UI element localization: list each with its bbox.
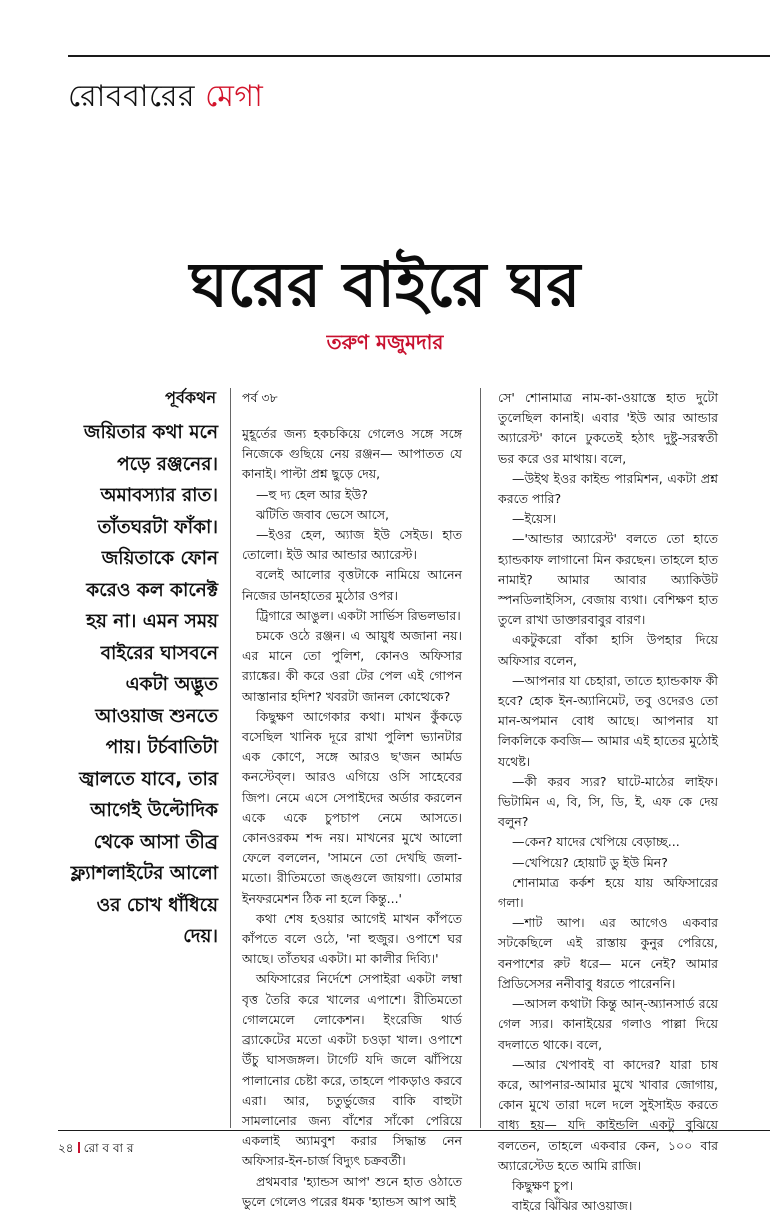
paragraph: একটুকরো বাঁকা হাসি উপহার দিয়ে অফিসার বলেন, — [498, 632, 718, 668]
paragraph: —কী করব স্যর? ঘাটে-মাঠের লাইফ। ভিটামিন এ, বি, সি, ডি, ই, এফ কে দেয় বলুন? — [498, 773, 718, 830]
paragraph: মুহূর্তের জন্য হকচকিয়ে গেলেও সঙ্গে সঙ্গে নিজেকে গুছিয়ে নেয় রঞ্জন— আপাতত যে কানাই। পাল্টা প্রশ্ন ছুড়ে দেয়, — [242, 426, 462, 482]
article-title: ঘরের বাইরে ঘর — [189, 248, 581, 321]
paragraph: ট্রিগারে আঙুল। একটা সার্ভিস রিভলভার। — [256, 607, 461, 623]
paragraph: —আপনার যা চেহারা, তাতে হ্যান্ডকাফ কী হবে? হোক ইন-অ্যানিমেট, তবু ওদেরও তো মান-অপমান বোধ আছে। আপনার যা লিকলিকে কবজি— আমার এই হাতের মুঠোই যথেষ্ট। — [498, 672, 718, 769]
page-footer — [58, 1140, 133, 1156]
paragraph: —ইওর হেল, অ্যাজ ইউ সেইড। হাত তোলো। ইউ আর আন্ডার অ্যারেস্ট। — [242, 527, 462, 563]
paragraph: বলেই আলোর বৃত্তটাকে নামিয়ে আনেন নিজের ডানহাতের মুঠোর ওপর। — [242, 567, 462, 603]
author-byline: তরুণ মজুমদার — [326, 330, 444, 354]
page-number: ২৪ — [58, 1141, 74, 1155]
intro-heading: পূর্বকথন — [165, 388, 216, 407]
footer-rule — [58, 1130, 770, 1131]
paragraph: —'আন্ডার অ্যারেস্ট' বলতে তো হাতে হ্যান্ডকাফ লাগানো মিন করছেন। তাহলে হাত নামাই? আমার আবার অ্যাকিউট স্পনডিলাইসিস, বেজায় ব্যথা। বেশিক্ষণ হাত তুলে রাখা ডাক্তারবাবুর বারণ। — [498, 531, 718, 628]
paragraph: ঝটিতি জবাব ভেসে আসে, — [256, 506, 389, 522]
paragraph: —আসল কথাটা কিন্তু আন্-অ্যানসার্ড রয়ে গেল স্যর। কানাইয়ের গলাও পাল্লা দিয়ে বদলাতে থাকে। বলে, — [498, 996, 718, 1052]
column-divider — [230, 388, 231, 1128]
paragraph: কিছুক্ষণ চুপ। — [512, 1177, 574, 1193]
magazine-name: রো ব বা র — [83, 1141, 134, 1155]
paragraph: বাইরে ঝিঁঝির আওয়াজ। — [512, 1198, 633, 1214]
top-rule — [68, 55, 770, 57]
paragraph: —কেন? যাদের খেপিয়ে বেড়াচ্ছ... — [512, 834, 680, 850]
paragraph: —হু দ্য হেল আর ইউ? — [256, 486, 368, 502]
paragraph: —উইথ ইওর কাইন্ড পারমিশন, একটা প্রশ্ন করতে পারি? — [498, 470, 718, 507]
paragraph: —শাট আপ। এর আগেও একবার সটকেছিলে এই রাস্তায় কুনুর পেরিয়ে, বনপাশের রুট ধরে— মনে নেই? আমার প্রিডিসেসর ননীবাবু ধরতে পারেননি। — [498, 915, 718, 991]
paragraph: কিছুক্ষণ আগেকার কথা। মাখন কুঁকড়ে বসেছিল খানিক দূরে রাখা পুলিশ ভ্যানটার এক কোণে, সঙ্গে আরও ছ'জন আর্মড কনস্টেব্‌ল। আরও এগিয়ে ওসি সাহেবের জিপ। নেমে এসে সেপাইদের অর্ডার করলেন একে একে চুপচাপ নেমে আসতে। কোনওরকম শব্দ নয়। মাখনের মুখে আলো ফেলে বললেন, 'সামনে তো দেখছি জলা-মতো। রীতিমতো জঙ্গুলে জায়গা। তোমার ইনফরমেশন ঠিক না হলে কিন্তু...' — [242, 708, 462, 906]
paragraph: সে' শোনামাত্র নাম-কা-ওয়াস্তে হাত দুটো তুলেছিল কানাই। এবার 'ইউ আর আন্ডার অ্যারেস্ট' কানে ঢুকতেই হঠাৎ দুষ্টু-সরস্বতী ভর করে ওর মাথায়। বলে, — [498, 390, 718, 466]
paragraph: —খেপিয়ে? হোয়াট ডু ইউ মিন? — [512, 854, 668, 870]
intro-summary — [68, 417, 218, 953]
article-column-2 — [498, 388, 718, 1216]
paragraph: অফিসারের নির্দেশে সেপাইরা একটা লম্বা বৃত্ত তৈরি করে খালের এপাশে। রীতিমতো গোলমেলে লোকেশন। ইংরেজি থার্ড ব্র্যাকেটের মতো একটা চওড়া খাল। ওপাশে উঁচু ঘাসজঙ্গল। টার্গেট যদি জলে ঝাঁপিয়ে পালানোর চেষ্টা করে, তাহলে পাকড়াও করবে এরা। আর, চতুর্ভুজের বাকি বাহুটা সামলানোর জন্য বাঁশের সাঁকো পেরিয়ে একলাই অ্যামবুশ করার সিদ্ধান্ত নেন অফিসার-ইন-চার্জ বিদ্যুৎ চক্রবর্তী। — [242, 971, 462, 1169]
paragraph: কথা শেষ হওয়ার আগেই মাখন কাঁপতে কাঁপতে বলে ওঠে, 'না হুজুর। ওপাশে ঘর আছে। তাঁতঘর একটা। মা কালীর দিব্যি।' — [242, 910, 462, 967]
paragraph: প্রথমবার 'হ্যান্ডস আপ' শুনে হাত ওঠাতে ভুলে গেলেও পরের ধমক 'হ্যান্ডস আপ আই — [242, 1173, 462, 1209]
intro-text: জয়িতার কথা মনে পড়ে রঞ্জনের। অমাবস্যার রাত। তাঁতঘরটা ফাঁকা। জয়িতাকে ফোন করেও কল কানেক্ট হয় না। এমন সময় বাইরের ঘাসবনে একটা অদ্ভুত আওয়াজ শুনতে পায়। টর্চবাতিটা জ্বালতে যাবে, তার আগেই উল্টোদিক থেকে আসা তীব্র ফ্ল্যাশলাইটের আলো ওর চোখ ধাঁধিয়ে দেয়। — [70, 422, 218, 947]
section-name: রোববারের — [68, 79, 196, 114]
section-header — [68, 80, 263, 114]
article-column-1 — [242, 388, 462, 1212]
paragraph: চমকে ওঠে রঞ্জন। এ আয়ুধ অজানা নয়। এর মানে তো পুলিশ, কোনও অফিসার র‌্যাঙ্কের। কী করে ওরা টের পেল এই গোপন আস্তানার হদিশ? খবরটা জানল কোত্থেকে? — [242, 628, 462, 704]
part-label: পর্ব ৩৮ — [242, 390, 278, 405]
paragraph: —ইয়েস। — [512, 511, 557, 527]
section-tag: মেগা — [205, 79, 264, 114]
paragraph: —আর খেপাবই বা কাদের? যারা চাষ করে, আপনার-আমার মুখে খাবার জোগায়, কোন মুখে তারা দলে দলে সুইসাইড করতে বাধ্য হয়— যদি কাইন্ডলি একটু বুঝিয়ে বলতেন, তাহলে একবার কেন, ১০০ বার অ্যারেস্টেড হতে আমি রাজি। — [498, 1056, 718, 1173]
paragraph: শোনামাত্র কর্কশ হয়ে যায় অফিসারের গলা। — [498, 874, 718, 911]
footer-separator — [78, 1142, 80, 1153]
column-divider — [480, 388, 481, 1128]
